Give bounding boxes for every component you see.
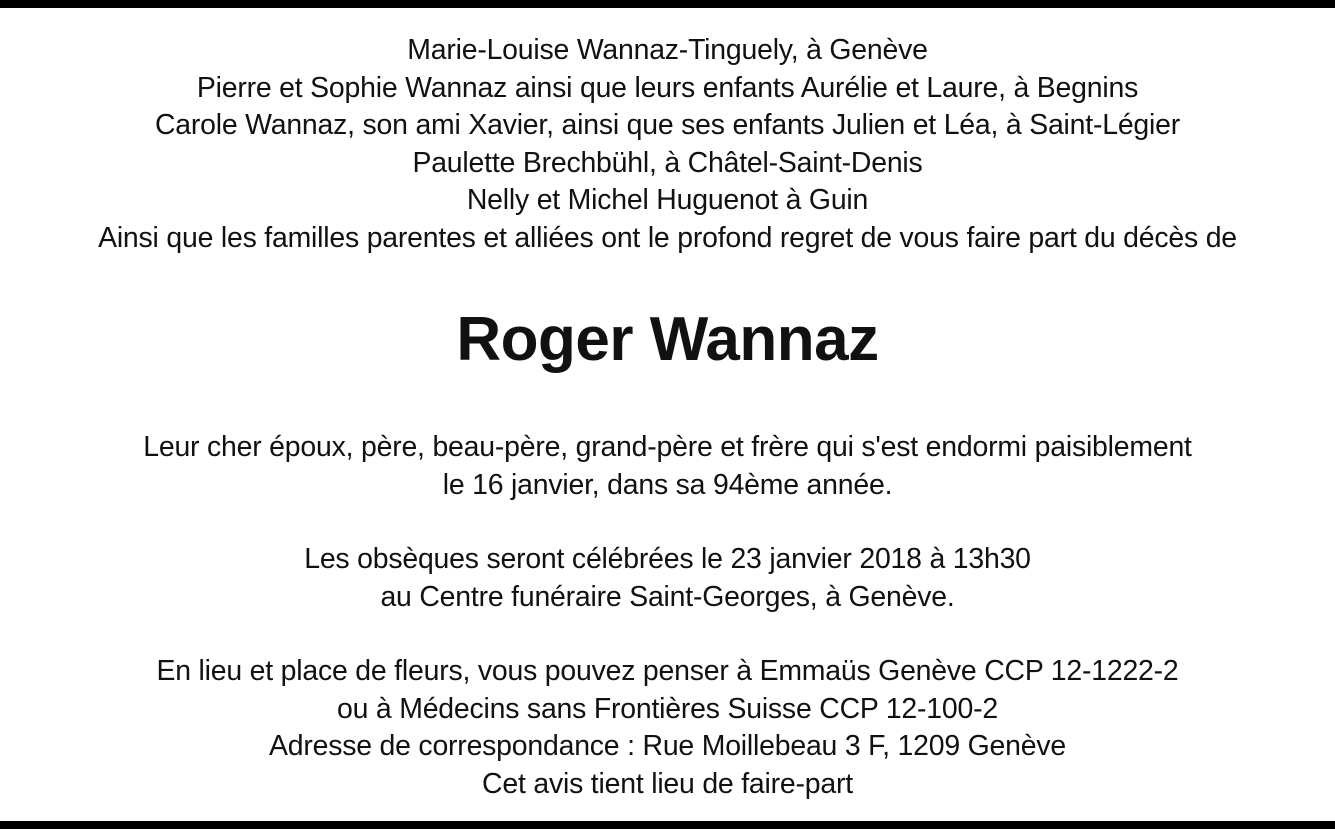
ceremony-line: Les obsèques seront célébrées le 23 janvier 2018 à 13h30 [304, 543, 1031, 575]
family-announcement [0, 32, 1335, 257]
tribute-line: Leur cher époux, père, beau-père, grand-père et frère qui s'est endormi paisiblement [143, 431, 1192, 463]
correspondence-address: Adresse de correspondance : Rue Moillebeau 3 F, 1209 Genève [268, 730, 1066, 762]
ceremony-line: au Centre funéraire Saint-Georges, à Genève. [380, 580, 955, 613]
bottom-border-rule [0, 821, 1335, 829]
family-line: Paulette Brechbühl, à Châtel-Saint-Denis [412, 146, 923, 179]
family-line: Nelly et Michel Huguenot à Guin [466, 184, 869, 216]
donation-line: ou à Médecins sans Frontières Suisse CCP 12-100-2 [337, 692, 998, 725]
donations-info [0, 653, 1335, 803]
ceremony-info [0, 541, 1335, 616]
family-line: Marie-Louise Wannaz-Tinguely, à Genève [407, 34, 928, 66]
tribute-text [0, 429, 1335, 504]
notice-footer: Cet avis tient lieu de faire-part [482, 767, 853, 800]
family-line: Pierre et Sophie Wannaz ainsi que leurs enfants Aurélie et Laure, à Begnins [196, 71, 1139, 104]
family-line: Carole Wannaz, son ami Xavier, ainsi que ses enfants Julien et Léa, à Saint-Légier [154, 109, 1181, 141]
tribute-line: le 16 janvier, dans sa 94ème année. [442, 468, 893, 501]
deceased-name: Roger Wannaz [456, 305, 879, 374]
donation-line: En lieu et place de fleurs, vous pouvez penser à Emmaüs Genève CCP 12-1222-2 [156, 655, 1179, 687]
announcement-line: Ainsi que les familles parentes et alliées ont le profond regret de vous faire part du décès de [98, 221, 1237, 254]
